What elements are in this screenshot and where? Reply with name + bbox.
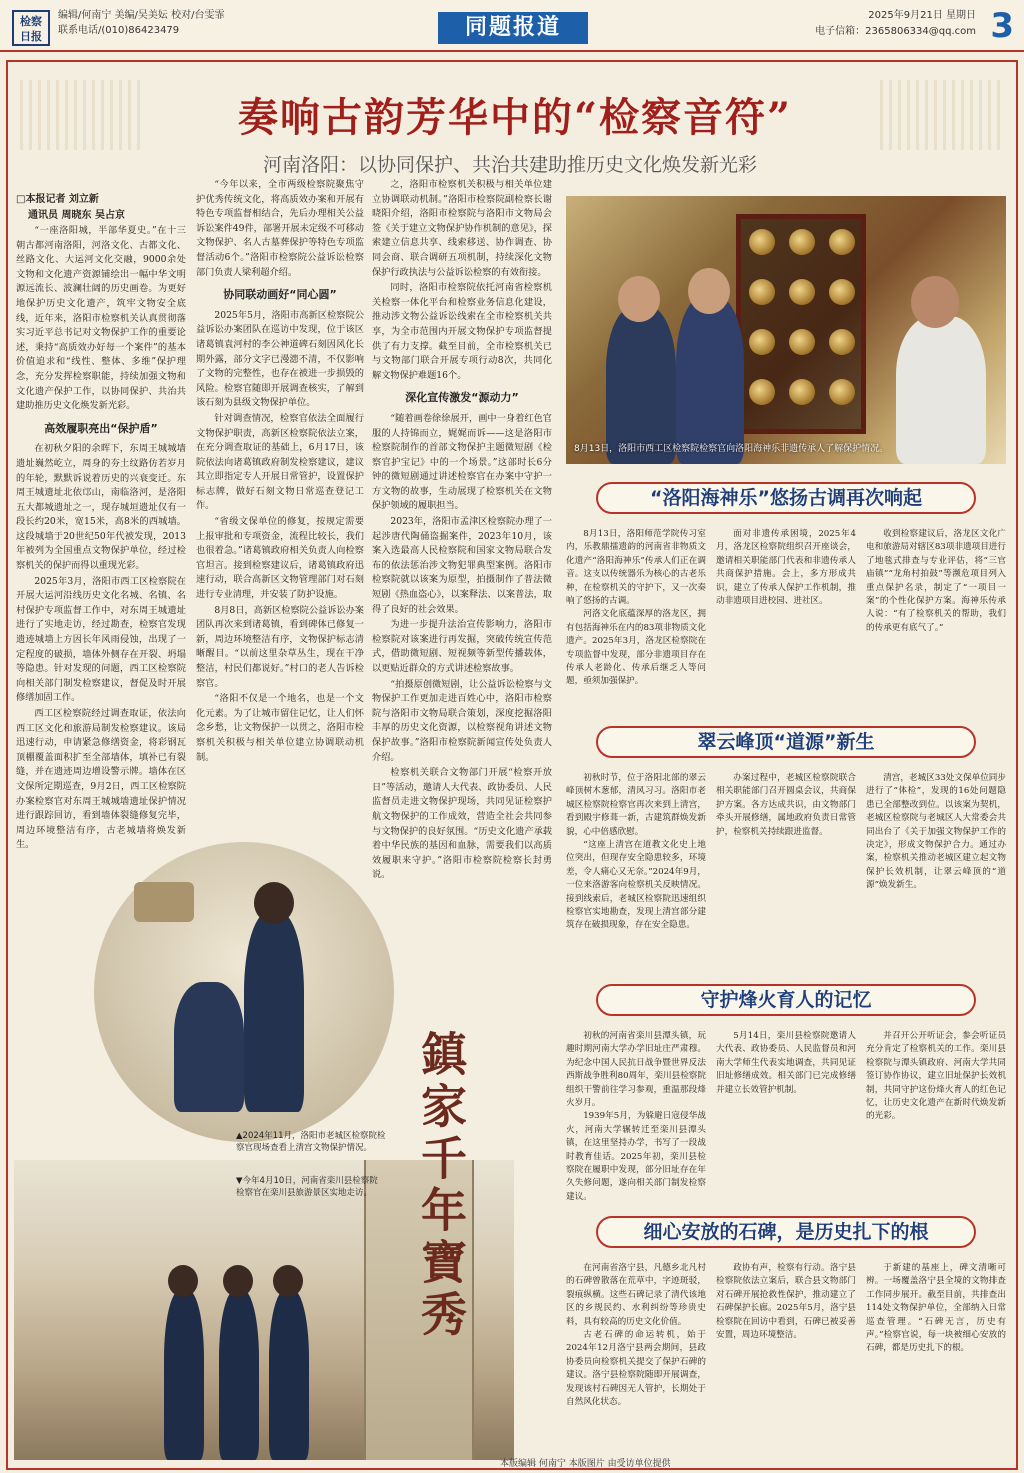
paragraph: 办案过程中，老城区检察院联合相关职能部门召开圆桌会议，共商保护方案。各方达成共识，由文物部门牵头开展修缮，属地政府负责日常管护，检察机关持续跟进监督。 (716, 773, 856, 837)
section-banner (566, 478, 1006, 518)
paragraph: “这座上清宫在道教文化史上地位突出，但现存安全隐患较多，环境差，令人痛心又无奈。”2024年9月，一位来洛游客向检察机关反映情况。接到线索后，老城区检察院迅速组织检察官实地勘查，发现上清宫部分建筑存在破损现象，存在安全隐患。 (566, 840, 706, 931)
photo-caption: ▼今年4月10日，河南省栾川县检察院检察官在栾川县旅游景区实地走访。 (236, 1176, 378, 1198)
section-column (866, 1030, 1006, 1210)
prosecutor-figure (269, 1290, 309, 1460)
inheritor-figure (896, 316, 986, 464)
section-column (716, 1262, 856, 1452)
photo-caption: ▲2024年11月，洛阳市老城区检察院检察官现场查看上清宫文物保护情况。 (236, 1131, 386, 1153)
prosecutor-figure (244, 912, 304, 1112)
paragraph: 8月13日，洛阳师范学院传习室内，乐教鼎擂遗韵的河南省非物质文化遗产“洛阳海神乐”传承人们正在调音。这支以传统器乐为核心的古老乐种，在检察机关的守护下，又一次奏响了悠扬的古调。 (566, 529, 706, 607)
paragraph: 西工区检察院经过调查取证，依法向西工区文化和旅游局制发检察建议。该局迅速行动，申请紧急修缮资金，将彩钢瓦顶棚覆盖面积扩至全部墙体，填补已有裂缝，并在遗迹周边增设警示牌。墙体在区文保所定期巡查，9月2日，西工区检察院办案检察官对东周王城城墙遗址保护情况进行跟踪回访，看到墙体裂缝修复完毕，周边环境整洁有序，古老城墙将焕发新生。 (16, 708, 186, 851)
section-banner (566, 722, 1006, 762)
column-1 (16, 192, 186, 851)
paragraph: “拍摄原创微短剧，让公益诉讼检察与文物保护工作更加走进百姓心中，洛阳市检察院与洛阳市文物局联合策划，深度挖掘洛阳丰厚的历史文化资源，以检察视角讲述文物保护故事。”洛阳市检察院新闻宣传处负责人介绍。 (372, 678, 552, 763)
section-column (866, 528, 1006, 728)
prosecutor-head (223, 1265, 253, 1297)
photo-chime-bells (566, 196, 1006, 464)
paragraph: 并召开公开听证会，参会听证员充分肯定了检察机关的工作。栾川县检察院与潭头镇政府、河南大学共同签订协作协议，建立旧址保护长效机制，共同守护这份烽火育人的红色记忆，让历史文化遗产在新时代焕发新的光彩。 (866, 1031, 1006, 1122)
paragraph: 2023年，洛阳市孟津区检察院办理了一起涉唐代陶俑盗掘案件，2023年10月，该案入选最高人民检察院和国家文物局联合发布的依法惩治涉文物犯罪典型案例。洛阳市检察院就以该案为原型，拍摄制作了普法微短剧《热血盗心》，以案释法、以案普法，取得了良好的社会效果。 (372, 516, 552, 615)
paragraph: 初秋的河南省栾川县潭头镇，玩趣时期河南大学办学旧址庄严肃穆。为纪念中国人民抗日战争暨世界反法西斯战争胜利80周年，栾川县检察院组织干警前往学习参观，重温那段烽火岁月。 (566, 1031, 706, 1109)
section-heading: 翠云峰顶“道源”新生 (596, 726, 976, 758)
email-address: 电子信箱：2365806334@qq.com (815, 26, 976, 37)
paragraph: 2025年3月，洛阳市西工区检察院在开展大运河沿线历史文化名城、名镇、名村保护专项监督工作中，对东周王城遗址进行了实地走访，经过勘查，检察官发现遗迹城墙上方因长年风雨侵蚀，出现了一定程度的破损，墙体外侧存在开裂、坍塌等隐患。针对发现的问题，西工区检察院向相关部门制发检察建议，督促及时开展修缮加固工作。 (16, 575, 186, 704)
prosecutor-figure (676, 296, 744, 464)
stele-inscription: 鎮家千年寶秀 (414, 1030, 468, 1342)
paragraph: 于新建的基座上，碑文清晰可辨。一场覆盖洛宁县全境的文物排查工作同步展开。截至目前，共排查出114处文物保护单位，全部纳入日常巡查管理。“石碑无言，历史有声。”检察官说，每一块被细心安放的石碑，都是历史扎下的根。 (866, 1263, 1006, 1354)
paragraph: 之，洛阳市检察机关积极与相关单位建立协调联动机制。”洛阳市检察院副检察长谢晓阳介绍，洛阳市检察院与洛阳市文物局会签《关于建立文物保护协作机制的意见》，探索建立信息共享、线索移送、协作调查、协同会商、联合调研五项机制，持续深化文物保护行政执法与公益诉讼检察的有效衔接。 (372, 179, 552, 278)
section-heading: 细心安放的石碑，是历史扎下的根 (596, 1216, 976, 1248)
decorative-pattern-left (20, 80, 140, 150)
paragraph: 同时，洛阳市检察院依托河南省检察机关检察一体化平台和检察业务信息化建设，推动涉文物公益诉讼线索在全市检察机关共享，为全市范围内开展文物保护专项监督提供了有力支撑。截至目前，全市检察机关已与文物部门联合开展专项行动8次，共同化解文物保护难题16个。 (372, 282, 552, 381)
paragraph: 古老石碑的命运转机，始于2024年12月洛宁县两会期间，县政协委员向检察机关提交了保护石碑的建议。洛宁县检察院随即开展调查，发现该村石碑因无人管护，长期处于自然风化状态。 (566, 1330, 706, 1408)
section-column (716, 772, 856, 980)
editor-credits (58, 8, 224, 38)
contact-phone: 联系电话/(010)86423479 (58, 25, 180, 36)
prosecutor-figure (174, 982, 244, 1112)
section-column (566, 1262, 706, 1452)
photo-prosecutor-photographing (94, 842, 394, 1142)
byline-reporter: □本报记者 刘立新 (16, 194, 99, 205)
paragraph: 1939年5月，为躲避日寇侵华战火，河南大学辗转迁至栾川县潭头镇，在这里坚持办学，书写了一段战时教育佳话。2025年初，栾川县检察院在履职中发现，部分旧址存在年久失修问题，遂向相关部门制发检察建议。 (566, 1111, 706, 1202)
headline: 奏响古韵芳华中的“检察音符” (237, 94, 792, 141)
paragraph: “一座洛阳城，半部华夏史。”在十三朝古都河南洛阳，河洛文化、古都文化、丝路文化、大运河文化交融，9000余处文物和文化遗产资源铺绘出一幅中华文明源远流长、波澜壮阔的历史画卷。为更好地保护历史文化遗产，筑牢文物安全底线，近年来，洛阳市检察机关认真贯彻落实习近平总书记对文物保护工作的重要论述，秉持“高质效办好每一个案件”的基本价值追求和“线性、整体、多维”保护理念，充分发挥检察职能，持续加强文物和文化遗产保护工作，以协同保护、共治共建助推历史文化焕发新光彩。 (16, 225, 186, 412)
paragraph: “随着画卷徐徐展开，画中一身着红色官服的人持锦而立，娓娓而诉——这是洛阳市检察院制作的首部文物保护主题微短剧《检察官护宝记》中的一个场景。”这部时长6分钟的微短剧通过讲述检察官在办案中守护一方文物的故事，生动展现了检察机关在文物保护领域的履职担当。 (372, 412, 552, 512)
paragraph: 收到检察建议后，洛龙区文化广电和旅游局对辖区83项非遗项目进行了地毯式排查与专业评估，将“三官庙镇”“龙角村拍鼓”等濒危项目列入重点保护名录，制定了“一项目一案”的个性化保护方案。海神乐传承人说：“有了检察机关的帮助，我们的传承更有底气了。” (866, 529, 1006, 633)
column-2 (196, 178, 364, 848)
issue-date: 2025年9月21日 星期日 (868, 10, 976, 21)
paragraph: 8月8日，高新区检察院公益诉讼办案团队再次来到诸葛镇，看到碑体已修复一新，周边环境整洁有序，文物保护标志清晰醒目。“以前这里杂草丛生，现在干净整洁，村民们都说好。”村口的老人告诉检察官。 (196, 604, 364, 689)
stone-tablet-illustration (134, 882, 194, 922)
prosecutor-head (688, 268, 730, 314)
byline-correspondents: 通讯员 周晓东 吴占京 (28, 210, 125, 221)
paragraph: 为进一步提升法治宣传影响力，洛阳市检察院对该案进行再发掘，突破传统宣传范式，借助微短剧、短视频等新型传播载体，以更贴近群众的方式讲述检察故事。 (372, 619, 552, 674)
paragraph: 5月14日，栾川县检察院邀请人大代表、政协委员、人民监督员和河南大学师生代表实地调查，共同见证旧址修缮成效。相关部门已完成修缮并建立长效管护机制。 (716, 1031, 856, 1095)
paragraph: 清宫，老城区33处文保单位同步进行了“体检”，发现的16处问题隐患已全部整改到位。以该案为契机，老城区检察院与老城区人大常委会共同出台了《关于加强文物保护工作的决定》，形成文物保护合力。通过办案，检察机关推动老城区建立起文物保护长效机制，让翠云峰顶的“道源”焕发新生。 (866, 773, 1006, 891)
prosecutor-head (254, 882, 294, 924)
subheadline: 河南洛阳：以协同保护、共治共建助推历史文化焕发新光彩 (262, 154, 757, 176)
masthead (0, 0, 1024, 52)
section-heading: 守护烽火育人的记忆 (596, 984, 976, 1016)
date-block (815, 8, 976, 40)
paragraph: 初秋时节，位于洛阳北部的翠云峰顶树木葱郁，清风习习。洛阳市老城区检察院检察官再次来到上清宫，看到殿宇修葺一新，古建筑群焕发新貌，心中倍感欣慰。 (566, 773, 706, 837)
section-column (566, 772, 706, 980)
subsection-heading: 高效履职亮出“保护盾” (44, 421, 158, 435)
paragraph: 在河南省洛宁县，凡德乡北凡村的石碑曾散落在荒草中，字迹斑驳，裂痕纵横。这些石碑记录了清代该地区的乡规民约、水利纠纷等珍贵史料，具有较高的历史文化价值。 (566, 1263, 706, 1327)
section-heading: “洛阳海神乐”悠扬古调再次响起 (596, 482, 976, 514)
paragraph: 检察机关联合文物部门开展“检察开放日”等活动，邀请人大代表、政协委员、人民监督员走进文物保护现场，共同见证检察护航文物保护的工作成效，营造全社会共同参与文物保护的良好氛围。“历史文化遗产承载着中华民族的基因和血脉，需要我们以高质效履职来守护。”洛阳市检察院检察长封勇说。 (372, 767, 552, 881)
column-3 (372, 178, 552, 1058)
prosecutor-head (168, 1265, 198, 1297)
paragraph: 面对非遗传承困境，2025年4月，洛龙区检察院组织召开座谈会，邀请相关职能部门代表和非遗传承人共商保护措施。会上，多方形成共识，建立了传承人保护工作机制，推动非遗项目进校园、进社区。 (716, 529, 856, 607)
paragraph: “省级文保单位的修复，按规定需要上报审批和专项资金，流程比较长，我们也很着急。”诸葛镇政府相关负责人向检察官坦言。接到检察建议后，诸葛镇政府迅速行动，联合高新区文物管理部门对石刻进行专业清理，并安装了防护设施。 (196, 516, 364, 601)
section-column (566, 528, 706, 728)
editors-line: 编辑/何南宁 美编/吴美妘 校对/台雯霏 (58, 10, 225, 21)
inheritor-head (911, 276, 959, 328)
section-column (566, 1030, 706, 1210)
paragraph: 河洛文化底蕴深厚的洛龙区，拥有包括海神乐在内的83项非物质文化遗产。2025年3月，洛龙区检察院在专项监督中发现，部分非遗项目存在传承人老龄化、传承后继乏人等问题，亟须加强保护。 (566, 609, 706, 687)
section-banner (566, 1212, 1006, 1252)
paragraph: 政协有声，检察有行动。洛宁县检察院依法立案后，联合县文物部门对石碑开展抢救性保护，推动建立了石碑保护长廊。2025年5月，洛宁县检察院在回访中看到，石碑已被妥善安置，周边环境整洁。 (716, 1263, 856, 1341)
paragraph: 在初秋夕阳的余晖下，东周王城城墙遗址巍然屹立，周身的夯土纹路仿若岁月的年轮，默默诉说着历史的兴衰变迁。东周王城遗址北依邙山，南临洛河，是洛阳五大都城遗址之一，现存城垣遗址仅有一段长约20米，宽15米，高8米的西城墙。这段城墙于20世纪50年代被发现，2013年被列为全国重点文物保护单位，经过检察机关的保护而得以重现光彩。 (16, 443, 186, 572)
prosecutor-figure (219, 1290, 259, 1460)
chime-rack-illustration (736, 214, 866, 434)
footer-credits: 本版编辑 何南宁 本版图片 由受访单位提供 (500, 1459, 671, 1469)
paragraph: “洛阳不仅是一个地名，也是一个文化元素。为了让城市留住记忆，让人们怀念乡愁，让文物保护一以贯之，洛阳市检察机关积极与相关单位建立协调联动机制。 (196, 693, 364, 763)
section-column (866, 1262, 1006, 1452)
section-column (716, 528, 856, 728)
subsection-heading: 深化宣传激发“源动力” (405, 391, 519, 405)
prosecutor-head (618, 276, 660, 322)
section-column (716, 1030, 856, 1210)
prosecutor-head (273, 1265, 303, 1297)
page-number: 3 (990, 6, 1014, 46)
paragraph: 2025年5月，洛阳市高新区检察院公益诉讼办案团队在巡访中发现，位于该区诸葛镇袁河村的李公神道碑石刻因风化长期外露，部分文字已漫漶不清，不仅影响了文物的完整性，也存在被进一步损毁的风险。检察官随即开展调查核实，了解到该石刻为县级文物保护单位。 (196, 309, 364, 409)
subsection-heading: 协同联动画好“同心圆” (223, 288, 337, 302)
paragraph: “今年以来，全市两级检察院聚焦守护优秀传统文化，将高质效办案和开展有特色专项监督相结合，先后办理相关公益诉讼案件49件，部署开展未定级不可移动文物保护、名人古墓葬保护等特色专项监督活动6个。”洛阳市检察院公益诉讼检察部门负责人梁利超介绍。 (196, 179, 364, 278)
section-banner (566, 980, 1006, 1020)
prosecutor-figure (164, 1290, 204, 1460)
decorative-pattern-right (880, 80, 1000, 150)
section-column (866, 772, 1006, 980)
newspaper-logo: 检察 日报 (12, 10, 50, 46)
photo-caption: 8月13日，洛阳市西工区检察院检察官向洛阳海神乐非遗传承人了解保护情况。 (574, 444, 889, 454)
paragraph: 针对调查情况，检察官依法全面履行文物保护职责，高新区检察院依法立案，在充分调查取证的基础上，6月17日，该院依法向诸葛镇政府制发检察建议，建议其立即指定专人开展日常管护，设置保护标志牌，做好石刻文物日常巡查登记工作。 (196, 412, 364, 512)
section-title: 同题报道 (438, 12, 588, 44)
